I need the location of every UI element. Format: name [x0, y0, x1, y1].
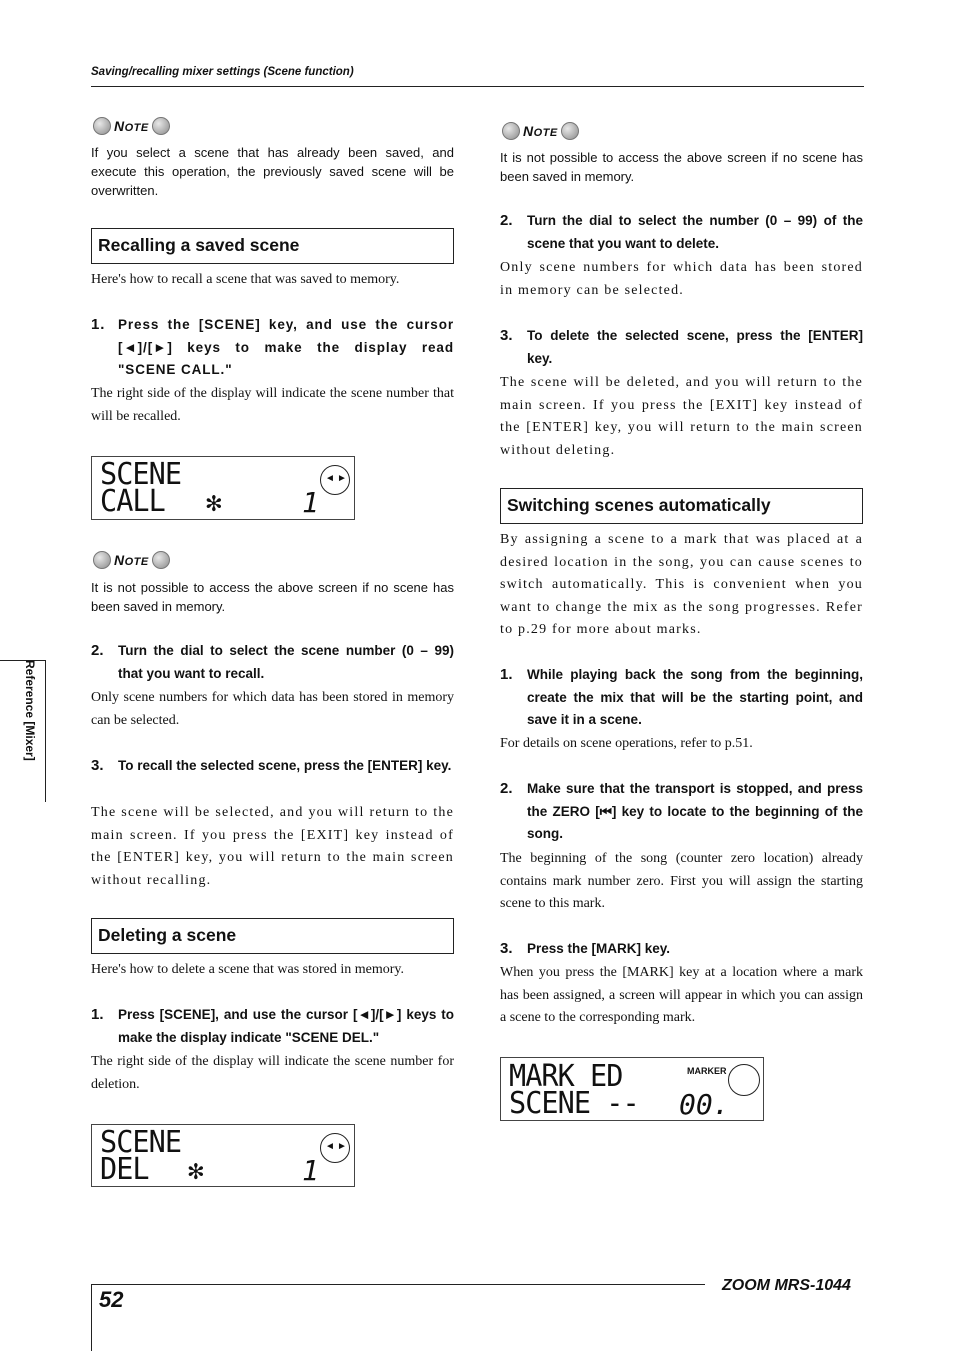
- footer-vertical-rule: [91, 1284, 92, 1351]
- step-2: 2. Turn the dial to select the scene number (0 – 99) that you want to recall.: [91, 642, 454, 681]
- lcd-display-scene-call: [91, 456, 355, 520]
- paragraph: When you press the [MARK] key at a location where a mark has been assigned, a screen will appear in which you can assign a scene to the corresponding mark.: [500, 965, 863, 1025]
- section-title-recall: Recalling a saved scene: [91, 228, 454, 264]
- footer-rule: [91, 1284, 705, 1285]
- paragraph: The right side of the display will indicate the scene number for deletion.: [91, 1054, 454, 1092]
- note-bullet-icon: [152, 117, 170, 135]
- note-bullet-icon: [93, 117, 111, 135]
- marker-label: MARKER: [687, 1066, 727, 1076]
- paragraph: Only scene numbers for which data has been stored in memory can be selected.: [91, 690, 454, 728]
- lcd-value: 00.: [679, 1088, 730, 1121]
- cursor-keys-icon: [320, 465, 350, 495]
- lcd-value: 1: [302, 1154, 319, 1187]
- lcd-line-1: SCENE: [100, 1125, 182, 1160]
- step-3: 3. To delete the selected scene, press the [ENTER] key.: [500, 327, 863, 366]
- left-arrow-icon: ◄: [325, 1141, 335, 1152]
- running-header: Saving/recalling mixer settings (Scene function): [91, 66, 354, 78]
- note-bullet-icon: [93, 551, 111, 569]
- asterisk-icon: ✻: [206, 488, 222, 518]
- step-3: 3. To recall the selected scene, press the [ENTER] key.: [91, 757, 452, 774]
- side-tab-label: Reference [Mixer]: [23, 660, 37, 761]
- section-title-switch: Switching scenes automatically: [500, 488, 863, 524]
- step-1: 1. While playing back the song from the beginning, create the mix that will be the starting point, and save it in a scene.: [500, 666, 863, 727]
- note-text: If you select a scene that has already been saved, and execute this operation, the previously saved scene will be overwritten.: [91, 145, 454, 198]
- header-rule: [91, 86, 864, 87]
- note-bullet-icon: [152, 551, 170, 569]
- lcd-line-2: CALL: [100, 484, 165, 519]
- right-arrow-icon: ►: [337, 1141, 347, 1152]
- lcd-line-1: MARK ED: [509, 1059, 623, 1094]
- lcd-display-scene-del: [91, 1124, 355, 1187]
- paragraph: Only scene numbers for which data has been stored in memory can be selected.: [500, 260, 863, 298]
- step-2: 2. Make sure that the transport is stopped, and press the ZERO [⏮] key to locate to the beginning of the song.: [500, 780, 863, 841]
- note-bullet-icon: [561, 122, 579, 140]
- marker-indicator-icon: [728, 1064, 760, 1096]
- lcd-value: 1: [302, 486, 319, 519]
- note-bullet-icon: [502, 122, 520, 140]
- paragraph: Here's how to recall a scene that was saved to memory.: [91, 272, 400, 287]
- footer-brand: ZOOM MRS-1044: [722, 1277, 851, 1294]
- cursor-keys-icon: [320, 1133, 350, 1163]
- page-number: 52: [99, 1287, 124, 1312]
- note-label: NOTE: [93, 549, 170, 571]
- lcd-line-2: SCENE --: [509, 1086, 639, 1121]
- paragraph: Here's how to delete a scene that was stored in memory.: [91, 962, 405, 977]
- note-label: NOTE: [93, 115, 170, 137]
- step-1: 1. Press [SCENE], and use the cursor [◄]/[►] keys to make the display indicate "SCENE DEL.": [91, 1006, 454, 1045]
- section-title-delete: Deleting a scene: [91, 918, 454, 954]
- paragraph: The right side of the display will indicate the scene number that will be recalled.: [91, 386, 454, 424]
- paragraph: The scene will be deleted, and you will return to the main screen. If you press the [EXIT] key instead of the [ENTER] key, you will return to the main screen without deleting.: [500, 375, 863, 458]
- lcd-line-1: SCENE: [100, 457, 182, 492]
- step-3: 3. Press the [MARK] key.: [500, 940, 671, 957]
- note-text: It is not possible to access the above screen if no scene has been saved in memory.: [500, 150, 863, 184]
- paragraph: For details on scene operations, refer to p.51.: [500, 736, 753, 751]
- asterisk-icon: ✻: [188, 1156, 204, 1186]
- note-label: NOTE: [502, 120, 579, 142]
- left-arrow-icon: ◄: [325, 473, 335, 484]
- lcd-display-mark-ed: [500, 1057, 764, 1121]
- right-arrow-icon: ►: [337, 473, 347, 484]
- step-1: 1. Press the [SCENE] key, and use the cursor [◄]/[►] keys to make the display read "SCENE CALL.": [91, 316, 454, 377]
- paragraph: The scene will be selected, and you will return to the main screen. If you press the [EXIT] key instead of the [ENTER] key, you will return to the main screen without recalling.: [91, 805, 454, 888]
- note-text: It is not possible to access the above screen if no scene has been saved in memory.: [91, 580, 454, 614]
- paragraph: By assigning a scene to a mark that was placed at a desired location in the song, you can cause scenes to switch automatically. This is convenient when you want to change the mix as the song progresses. Refer to p.29 for more about marks.: [500, 532, 863, 637]
- paragraph: The beginning of the song (counter zero location) already contains mark number zero. First you will assign the starting scene to this mark.: [500, 851, 863, 911]
- step-2: 2. Turn the dial to select the number (0 – 99) of the scene that you want to delete.: [500, 212, 863, 251]
- lcd-line-2: DEL: [100, 1152, 149, 1187]
